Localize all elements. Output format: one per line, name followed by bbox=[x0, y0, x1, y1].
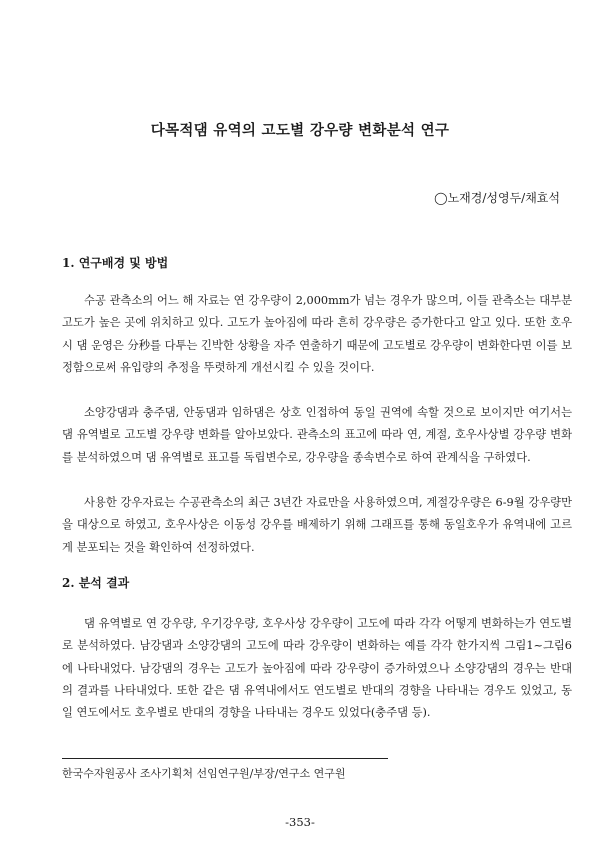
page-number: -353- bbox=[285, 815, 315, 829]
paper-title: 다목적댐 유역의 고도별 강우량 변화분석 연구 bbox=[150, 122, 450, 139]
paragraph-background-1: 수공 관측소의 어느 해 자료는 연 강우량이 2,000mm가 넘는 경우가 많으며, 이들 관측소는 대부분 고도가 높은 곳에 위치하고 있다. 고도가 높아짐에 따라 흔히 강우량은 증가한다고 알고 있다. 또한 호우시 댐 운영은 分秒를 다투는 긴박한 상황을 자주 연출하기 때문에 고도별로 강우량이 변화한다면 이를 보정함으로써 유입량의 추정을 뚜렷하게 개선시킬 수 있을 것이다. bbox=[62, 294, 572, 374]
section-heading-results: 2. 분석 결과 bbox=[62, 576, 130, 590]
author-affiliation-footnote: 한국수자원공사 조사기획처 선임연구원/부장/연구소 연구원 bbox=[62, 767, 346, 780]
footnote-divider bbox=[62, 758, 388, 759]
section-heading-background-method: 1. 연구배경 및 방법 bbox=[62, 256, 169, 270]
paragraph-background-3: 사용한 강우자료는 수공관측소의 최근 3년간 자료만을 사용하였으며, 계절강우량은 6-9월 강우량만을 대상으로 하였고, 호우사상은 이동성 강우를 배제하기 위해 그래프를 통해 동일호우가 유역내에 고르게 분포되는 것을 확인하여 선정하였다. bbox=[62, 496, 572, 554]
paragraph-background-2: 소양강댐과 충주댐, 안동댐과 임하댐은 상호 인접하여 동일 권역에 속할 것으로 보이지만 여기서는 댐 유역별로 고도별 강우량 변화를 알아보았다. 관측소의 표고에 따라 연, 계절, 호우사상별 강우량 변화를 분석하였으며 댐 유역별로 표고를 독립변수로, 강우량을 종속변수로 하여 관계식을 구하였다. bbox=[62, 406, 572, 464]
author-list: ◯노재경/성영두/채효석 bbox=[434, 191, 560, 205]
paragraph-results-1: 댐 유역별로 연 강우량, 우기강우량, 호우사상 강우량이 고도에 따라 각각 어떻게 변화하는가 연도별로 분석하였다. 남강댐과 소양강댐의 고도에 따라 강우량이 변화하는 예를 각각 한가지씩 그림1~그림6에 나타내었다. 남강댐의 경우는 고도가 높아짐에 따라 강우량이 증가하였으나 소양강댐의 경우는 반대의 결과를 나타내었다. 또한 같은 댐 유역내에서도 연도별로 반대의 경향을 나타내는 경우도 있었고, 동일 연도에서도 호우별로 반대의 경향을 나타내는 경우도 있었다(충주댐 등). bbox=[62, 617, 572, 720]
